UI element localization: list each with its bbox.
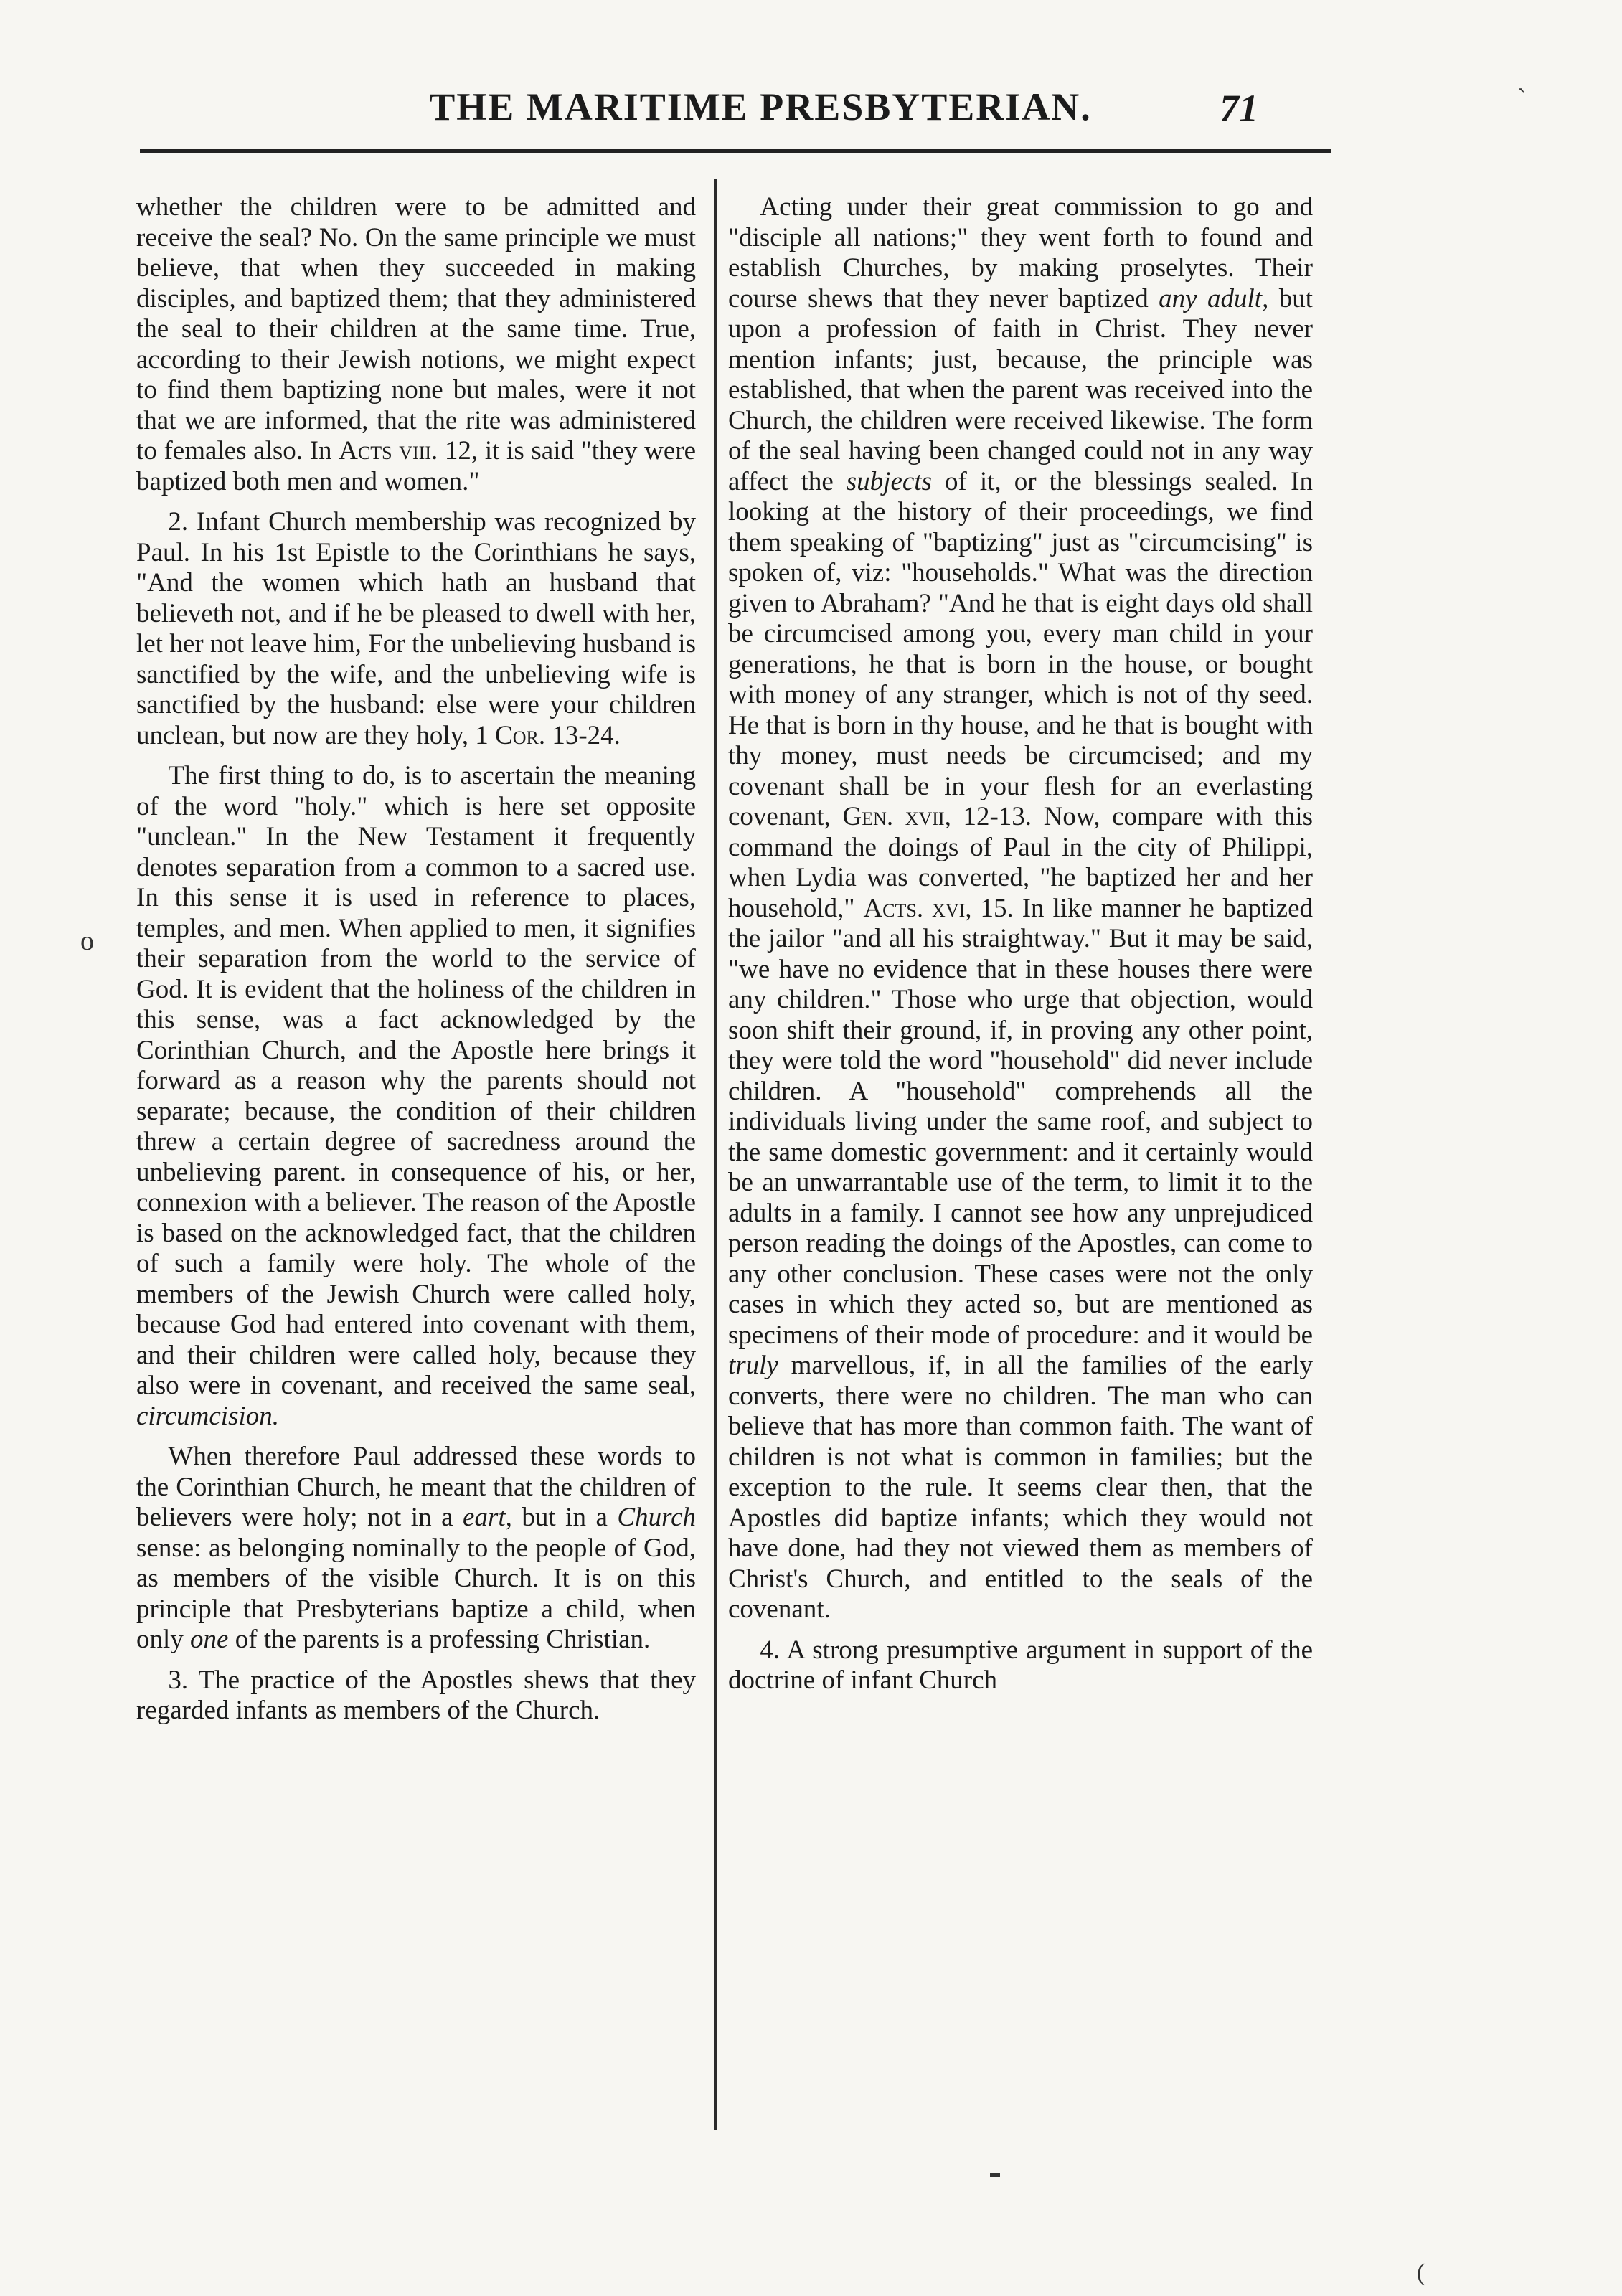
paragraph: 4. A strong presumptive argument in support of the doctrine of infant Church bbox=[728, 1635, 1313, 1695]
paragraph: The first thing to do, is to ascertain the meaning of the word "holy." which is here set opposite "unclean." In the New Testament it frequently denotes separation from a common to a sacred use. In this sense it is used in reference to places, temples, and men. When applied to men, it signifies their separation from the world to the service of God. It is evident that the holiness of the children in this sense, was a fact acknowledged by the Corinthian Church, and the Apostle here brings it forward as a reason why the parents should not separate; because, the condition of their children threw a certain degree of sacredness around the unbelieving parent. in consequence of his, or her, connexion with a believer. The reason of the Apostle is based on the acknowledged fact, that the children of such a family were holy. The whole of the members of the Jewish Church were called holy, because God had entered into covenant with them, and their children were called holy, because they also were in covenant, and received the same seal, circumcision. bbox=[136, 761, 696, 1431]
scripture-reference: Acts viii. 12, bbox=[339, 436, 478, 466]
header-rule bbox=[140, 149, 1331, 153]
scripture-reference: Acts. xvi, 15. bbox=[863, 893, 1014, 923]
scripture-reference: Cor. 13-24. bbox=[495, 720, 621, 750]
paragraph: Acting under their great commission to go and "disciple all nations;" they went forth to found and establish Churches, by making proselytes. Their course shews that they never baptized any adult, but upon a profession of faith in Christ. They never mention infants; just, because, the principle was established, that when the parent was received into the Church, the children were received likewise. The form of the seal having been changed could not in any way affect the subjects of it, or the blessings sealed. In looking at the history of their proceedings, we find them speaking of "baptizing" just as "circumcising" is spoken of, viz: "households." What was the direction given to Abraham? "And he that is eight days old shall be circumcised among you, every man child in your generations, he that is born in the house, or bought with money of any stranger, which is not of thy seed. He that is born in thy house, and he that is bought with thy money, must needs be circumcised; and my covenant shall be in your flesh for an everlasting covenant, Gen. xvii, 12-13. Now, compare with this command the doings of Paul in the city of Philippi, when Lydia was converted, "he baptized her and her household," Acts. xvi, 15. In like manner he baptized the jailor "and all his straightway." But it may be said, "we have no evidence that in these houses there were any children." Those who urge that objection, would soon shift their ground, if, in proving any other point, they were told the word "household" did never include children. A "household" comprehends all the individuals living under the same roof, and subject to the same domestic government: and it certainly would be an unwarrantable use of the term, to limit it to the adults in a family. I cannot see how any unprejudiced person reading the doings of the Apostles, can come to any other conclusion. These cases were not the only cases in which they acted so, but are mentioned as specimens of their mode of procedure: and it would be truly marvellous, if, in all the families of the early converts, there were no children. The man who can believe that has more than common faith. The want of children is not what is common in families; but the exception to the rule. It seems clear then, that the Apostles did baptize infants; which they would not have done, had they not viewed them as members of Christ's Church, and entitled to the seals of the covenant. bbox=[728, 192, 1314, 1624]
scripture-reference: Gen. xvii, 12-13. bbox=[842, 802, 1032, 831]
page-title: THE MARITIME PRESBYTERIAN. bbox=[429, 85, 1092, 128]
bottom-mark bbox=[990, 2173, 1000, 2177]
left-column bbox=[136, 192, 696, 1737]
corner-mark: ( bbox=[1417, 2259, 1425, 2286]
margin-mark: o bbox=[80, 926, 94, 956]
paragraph: 3. The practice of the Apostles shews that they regarded infants as members of the Church. bbox=[136, 1665, 696, 1725]
paragraph: 2. Infant Church membership was recognized by Paul. In his 1st Epistle to the Corinthians he says, "And the women which hath an husband that believeth not, and if he be pleased to dwell with her, let her not leave him, For the unbelieving husband is sanctified by the wife, and the unbelieving wife is sanctified by the husband: else were your children unclean, but now are they holy, 1 Cor. 13-24. bbox=[136, 507, 696, 750]
page-number: 71 bbox=[1220, 87, 1258, 130]
paragraph: When therefore Paul addressed these words to the Corinthian Church, he meant that the children of believers were holy; not in a eart, but in a Church sense: as belonging nominally to the people of God, as members of the visible Church. It is on this principle that Presbyterians baptize a child, when only one of the parents is a professing Christian. bbox=[136, 1442, 697, 1654]
right-column bbox=[728, 192, 1313, 1706]
paragraph: whether the children were to be admitted and receive the seal? No. On the same principle we must believe, that when they succeeded in making disciples, and baptized them; that they administered the seal to their children at the same time. True, according to their Jewish notions, we might expect to find them baptizing none but males, were it not that we are informed, that the rite was administered to females also. In Acts viii. 12, it is said "they were baptized both men and women." bbox=[136, 192, 697, 496]
corner-mark: ` bbox=[1517, 83, 1526, 112]
column-divider bbox=[714, 179, 717, 2130]
